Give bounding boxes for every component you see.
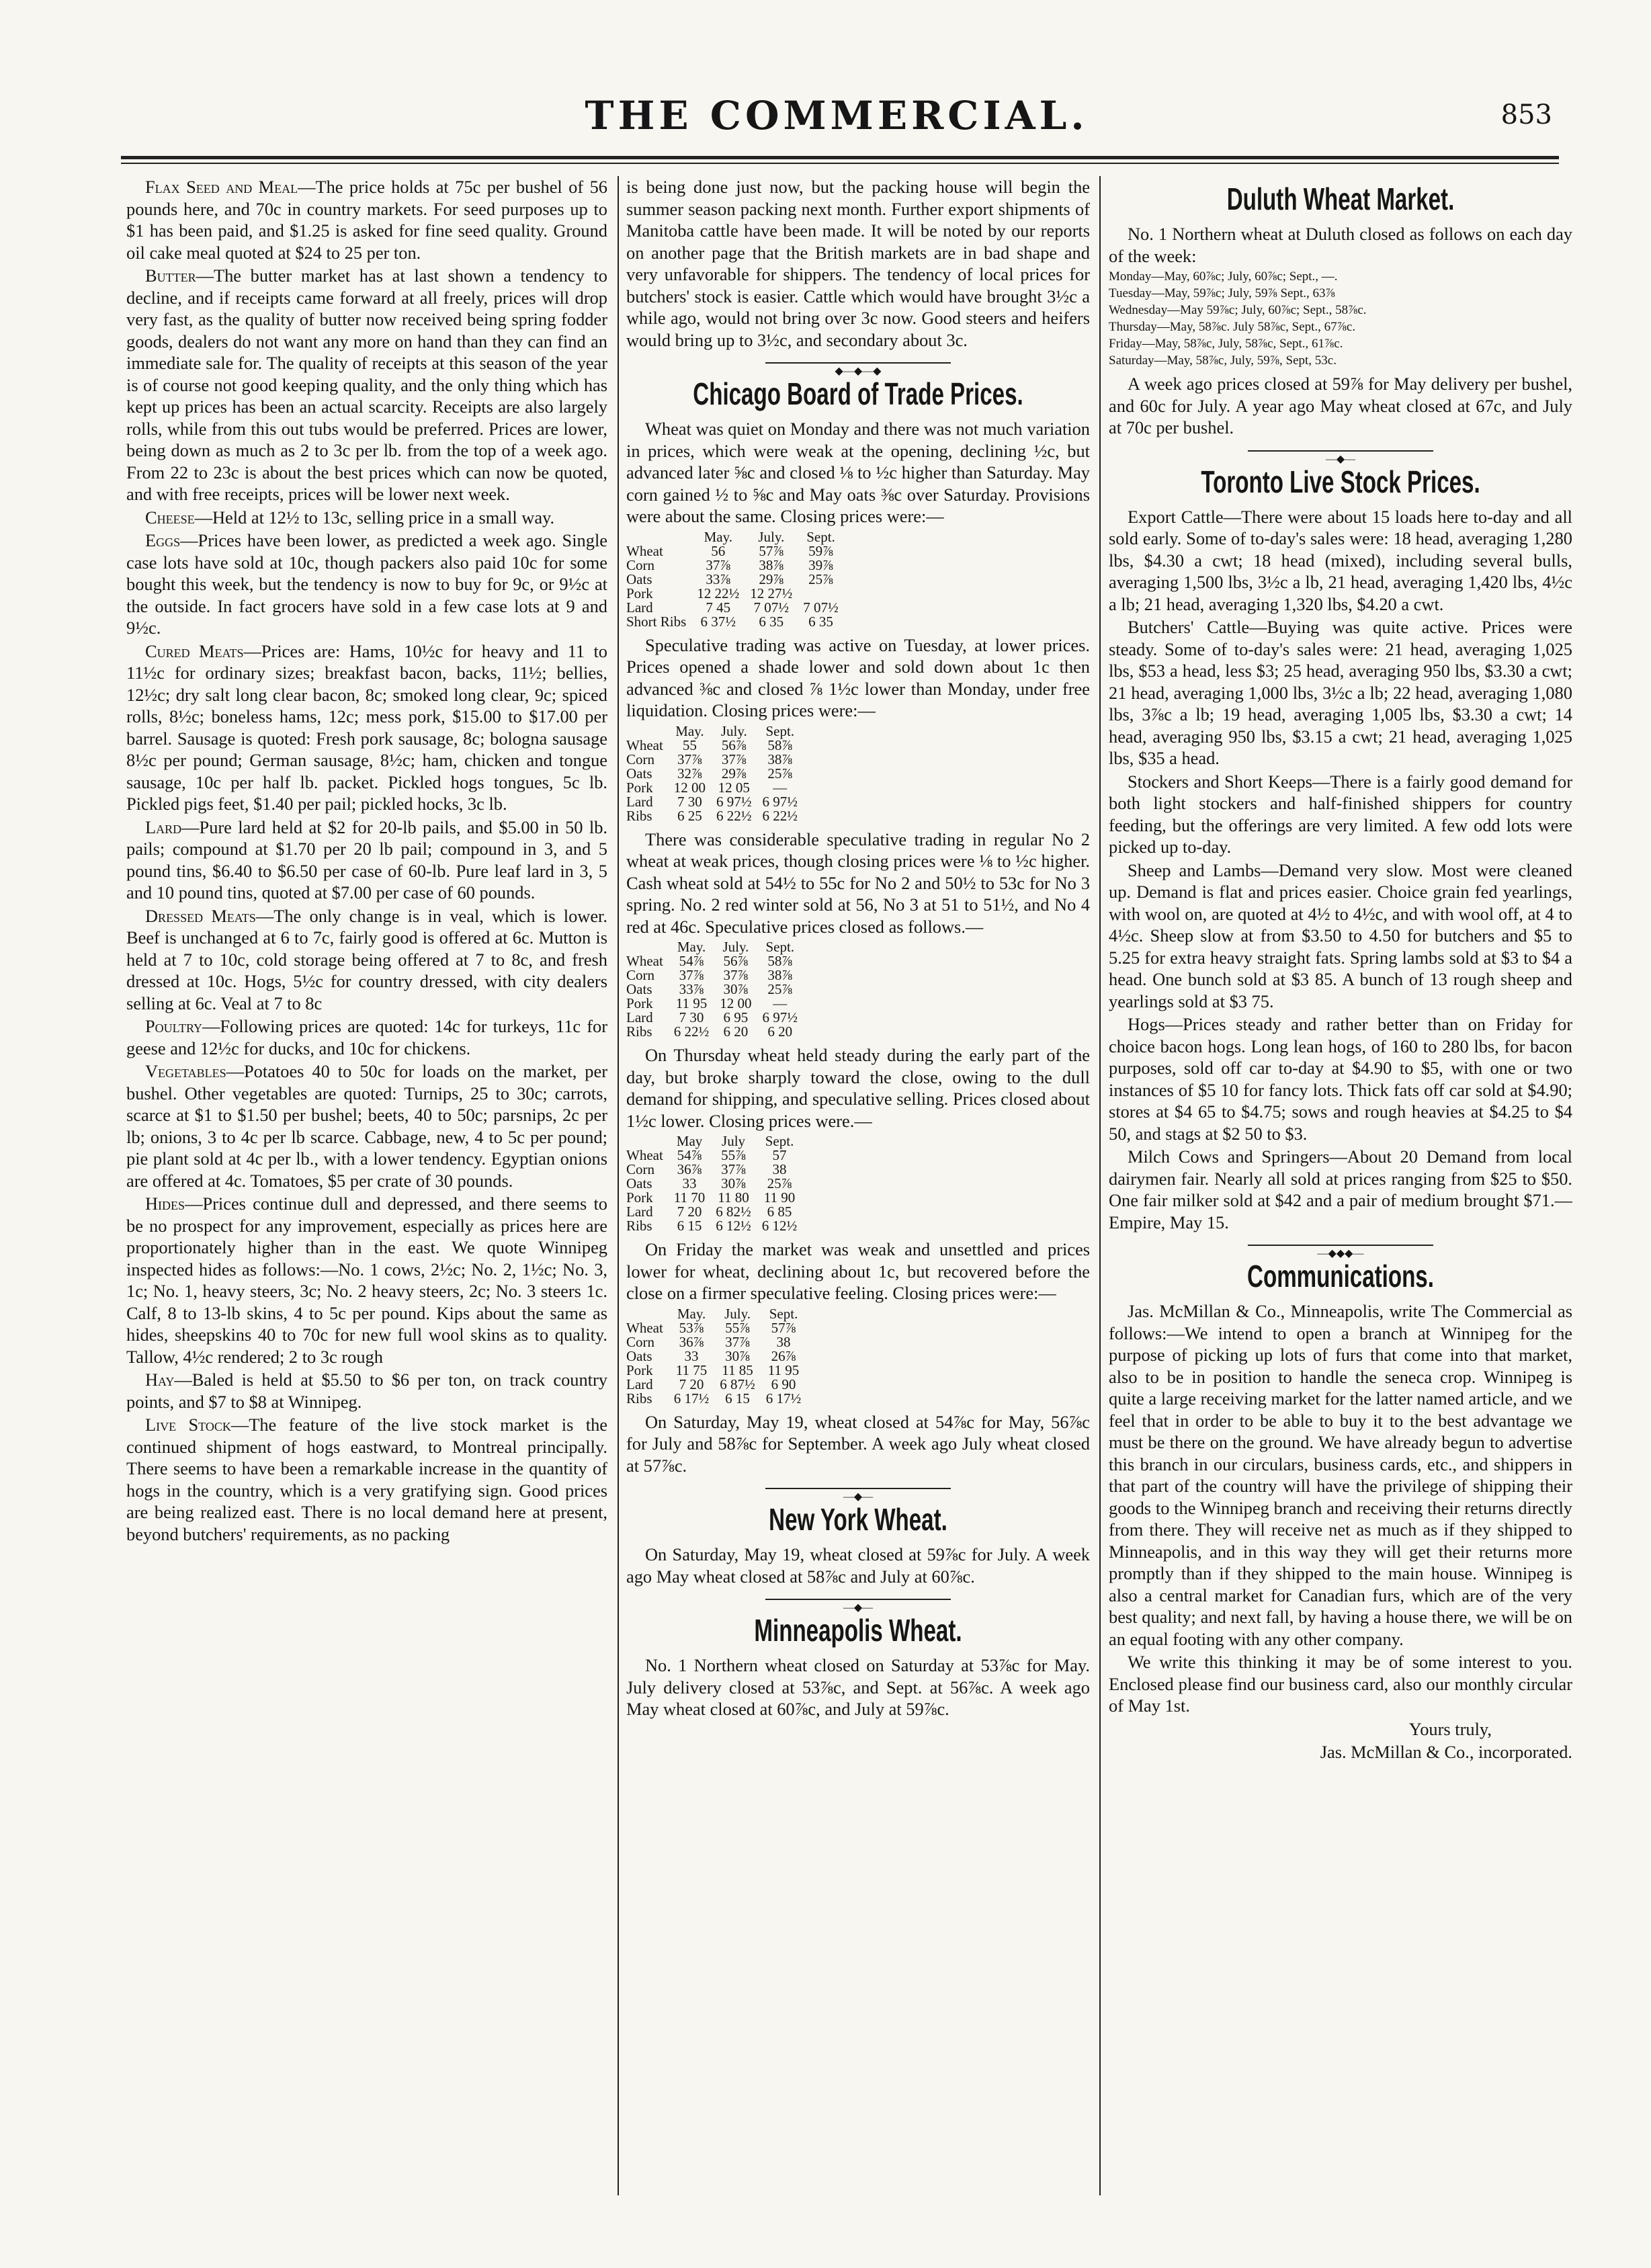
price-cell: 6 85: [767, 1204, 792, 1220]
duluth-day-list: [1109, 268, 1572, 369]
table-row: [626, 1148, 802, 1163]
commodity-label: Pork: [626, 585, 653, 601]
minneapolis-text: No. 1 Northern wheat closed on Saturday at 53⅞c for May. July delivery closed at 53⅞c, and Sept. at 56⅞c. A week ago May wheat closed at 60⅞c, and July at 59⅞c.: [626, 1655, 1090, 1719]
commodity-label: Wheat: [626, 953, 663, 969]
price-cell: 36⅞: [679, 1333, 704, 1350]
price-cell: 55⅞: [725, 1319, 750, 1336]
price-table-wednesday: [626, 940, 803, 1039]
price-cell: 11 95: [767, 1361, 800, 1378]
price-table-friday: [626, 1307, 806, 1406]
market-paragraph: [126, 176, 607, 263]
table-row: [626, 1378, 806, 1392]
price-cell: 6 15: [677, 1218, 702, 1234]
toronto-paragraph: Stockers and Short Keeps—There is a fairly good demand for both light stockers and half-finished shippers for country feeding, but the offerings are very limited. A few odd lots were picked up to-day.: [1109, 771, 1572, 857]
paragraph-lead: Butter: [145, 265, 196, 286]
table-header: Sept.: [765, 1133, 794, 1149]
table-header: May: [676, 1133, 703, 1149]
duluth-day: Wednesday—May 59⅞c; July, 60⅞c; Sept., 58⅞c.: [1109, 303, 1367, 317]
table-row: [626, 753, 803, 767]
table-row: [626, 587, 844, 601]
price-cell: 58⅞: [767, 953, 793, 969]
table-row: [626, 601, 844, 615]
commodity-label: Short Ribs: [626, 613, 687, 630]
ornament-divider: —◆—: [626, 1483, 1090, 1494]
price-cell: 25⅞: [808, 571, 833, 587]
toronto-paragraph: Butchers' Cattle—Buying was quite active. Prices were steady. Some of to-day's sales were: 21 head, averaging 1,025 lbs, $53 a head, less $3; 25 head, averaging 950 lbs, $3.30 a cwt; 21 head, averaging 1,000 lbs, 3½c a lb; 22 head, averaging 1,080 lbs, 3⅞c a lb; 19 head, averaging 1,005 lbs, $3.30 a cwt; 14 head, averaging 950 lbs, $3.15 a cwt; 21 head, averaging 1,025 lbs, $35 a head.: [1109, 617, 1572, 768]
market-paragraph: [126, 1193, 607, 1368]
paragraph-lead: Poultry: [145, 1016, 203, 1036]
commodity-label: Ribs: [626, 807, 652, 824]
communication-paragraph: We write this thinking it may be of some interest to you. Enclosed please find our business card, also our monthly circular of May 1st.: [1109, 1652, 1572, 1716]
duluth-intro: No. 1 Northern wheat at Duluth closed as follows on each day of the week:: [1109, 224, 1572, 266]
price-cell: 7 20: [677, 1204, 702, 1220]
commodity-label: Wheat: [626, 1147, 663, 1163]
price-cell: 33⅞: [679, 981, 704, 997]
table-header-blank: [626, 1134, 669, 1148]
paragraph-body: —The butter market has at last shown a tendency to decline, and if receipts came forward at all freely, prices will drop very fast, as the quality of butter now received being spring fodder goods, dealers do not want any more on hand than they can find an immediate sale for. The quality of receipts at this season of the year is of course not good keeping quality, and the only thing which has kept up prices has been an actual scarcity. Receipts are also largely rolls, while from this out tubs would be preferred. Prices are lower, being down as much as 2 to 3c per lb. from the top of a week ago. From 22 to 23c is about the best prices which can now be quoted, and with free receipts, prices will be lower next week.: [126, 265, 607, 504]
price-cell: 55: [682, 737, 697, 753]
price-cell: 6 15: [725, 1390, 750, 1406]
table-header: July.: [758, 528, 785, 545]
commodity-label: Wheat: [626, 1319, 663, 1336]
table-header: Sept.: [769, 1305, 798, 1322]
ornament-divider: —◆—: [626, 1594, 1090, 1605]
price-cell: 26⅞: [771, 1347, 796, 1364]
price-cell: 37⅞: [721, 751, 747, 767]
paragraph-body: —Potatoes 40 to 50c for loads on the market, per bushel. Other vegetables are quoted: Turnips, 25 to 30c; carrots, scarce at $1 to $1.50 per bushel; beets, 40 to 50c; parsnips, 2c per lb; onions, 3 to 4c per lb scarce. Cabbage, new, 4 to 5c per pound; pie plant sold at 4c per lb., with a lower tendency. Egyptian onions are offered at 4c. Tomatoes, $5 per crate of 30 pounds.: [126, 1061, 607, 1191]
commodity-label: Corn: [626, 751, 654, 767]
commodity-label: Pork: [626, 1189, 653, 1206]
paragraph-lead: Vegetables: [145, 1061, 226, 1081]
commodity-label: Oats: [626, 1347, 652, 1364]
price-cell: 6 90: [771, 1376, 796, 1392]
price-cell: 12 00: [673, 779, 706, 796]
market-paragraph: [126, 530, 607, 639]
table-header: Sept.: [765, 939, 795, 955]
price-cell: 6 37½: [700, 613, 736, 630]
toronto-paragraph: Milch Cows and Springers—About 20 Demand from local dairymen fair. Nearly all sold at prices ranging from $25 to $50. One fair milker sold at $42 and a pair of medium brought $71.—Empire, May 15.: [1109, 1146, 1572, 1232]
table-row: [626, 1163, 802, 1177]
price-cell: 11 90: [763, 1189, 796, 1206]
price-cell: 56⅞: [723, 953, 749, 969]
price-cell: 55⅞: [721, 1147, 746, 1163]
masthead-rule-thin: [121, 163, 1559, 164]
table-row: [626, 1205, 802, 1219]
table-header: Sept.: [806, 528, 835, 545]
chicago-saturday: On Saturday, May 19, wheat closed at 54⅞c for May, 56⅞c for July and 58⅞c for September. A week ago July wheat closed at 57⅞c.: [626, 1411, 1090, 1476]
market-paragraph: [126, 1015, 607, 1059]
price-cell: 38⅞: [767, 751, 793, 767]
price-cell: 29⅞: [759, 571, 784, 587]
price-cell: 58⅞: [767, 737, 793, 753]
table-row: [626, 954, 803, 968]
price-cell: 6 22½: [673, 1023, 710, 1040]
price-cell: 6 20: [767, 1023, 793, 1040]
price-cell: 6 35: [808, 613, 833, 630]
price-cell: 7 07½: [753, 599, 790, 616]
column-rule-2: [1099, 176, 1101, 2195]
price-cell: 29⅞: [721, 765, 747, 782]
market-paragraph: [126, 265, 607, 505]
commodity-label: Pork: [626, 1361, 653, 1378]
table-header-blank: [626, 530, 691, 544]
paragraph-lead: Eggs: [145, 530, 181, 550]
commodity-label: Pork: [626, 995, 653, 1011]
live-stock-continued: is being done just now, but the packing house will begin the summer season packing next month. Further export shipments of Manitoba cattle have been made. It will be noted by our reports on another page that the British markets are in bad shape and very unfavorable for shippers. The tendency of local prices for butchers' stock is easier. Cattle which would have brought 3½c a while ago, would not bring over 3c now. Good steers and heifers would bring up to 3½c, and secondary about 3c.: [626, 177, 1090, 350]
column-1: [126, 176, 607, 2199]
price-cell: 11 70: [673, 1189, 706, 1206]
commodity-label: Pork: [626, 779, 653, 796]
paragraph-lead: Flax Seed and Meal: [145, 177, 298, 197]
masthead-rule: [121, 156, 1559, 159]
price-cell: 6 97½: [762, 1009, 798, 1025]
market-paragraph: [126, 1414, 607, 1545]
price-cell: 25⅞: [767, 765, 793, 782]
commodity-label: Oats: [626, 981, 652, 997]
section-heading-chicago: Chicago Board of Trade Prices.: [693, 376, 1023, 411]
paragraph-body: —Prices continue dull and depressed, and there seems to be no prospect for any improvement, especially as prices here are proportionately higher than in the east. We quote Winnipeg inspected hides as follows:—No. 1 cows, 2½c; No. 2, 1½c; No. 3, 1c; No. 1, heavy steers, 3c; No. 2 heavy steers, 2c; No. 3 steers 1c. Calf, 8 to 13-lb skins, 4 to 5c per pound. Kips about the same as hides, sheepskins 40 to 70c for new full wool skins as to quality. Tallow, 4½c rendered; 2 to 3c rough: [126, 1193, 607, 1367]
table-row: [626, 1392, 806, 1406]
ornament-divider: —◆◆◆—: [1109, 1240, 1572, 1251]
price-cell: 6 35: [759, 613, 784, 630]
price-cell: 6 17½: [673, 1390, 710, 1406]
price-cell: 57⅞: [771, 1319, 796, 1336]
paragraph-body: —The only change is in veal, which is lower. Beef is unchanged at 6 to 7c, fairly good is offered at 6c. Mutton is held at 7 to 10c, cold storage being offered at 7 to 8c, and fresh dressed at 10c. Hogs, 5½c for country dressed, with city dealers selling at 6c. Veal at 7 to 8c: [126, 905, 607, 1013]
price-cell: 7 20: [679, 1376, 704, 1392]
market-paragraph: [126, 1060, 607, 1191]
price-cell: 59⅞: [808, 542, 833, 559]
price-cell: 33: [684, 1347, 699, 1364]
price-cell: 11 80: [718, 1189, 749, 1206]
price-cell: 11 75: [675, 1361, 708, 1378]
price-cell: 12 27½: [750, 585, 793, 601]
duluth-day: Friday—May, 58⅞c, July, 58⅞c, Sept., 61⅞c.: [1109, 337, 1343, 351]
price-cell: 6 25: [677, 807, 702, 824]
price-cell: 30⅞: [725, 1347, 750, 1364]
price-cell: 37⅞: [725, 1333, 750, 1350]
column-3: [1109, 176, 1572, 2199]
chicago-monday: Wheat was quiet on Monday and there was not much variation in prices, which were weak at the opening, declining ½c, but advanced later ⅝c and closed ⅛ to ½c higher than Saturday. May corn gained ½ to ⅝c and May oats ⅜c over Saturday. Provisions were about the same. Closing prices were:—: [626, 419, 1090, 526]
duluth-day: Thursday—May, 58⅞c. July 58⅞c, Sept., 67⅞c.: [1109, 320, 1356, 334]
table-header: May.: [677, 939, 706, 955]
toronto-paragraph: Sheep and Lambs—Demand very slow. Most were cleaned up. Demand is flat and prices easier. Choice grain fed yearlings, with wool on, are quoted at 4½ to 4½c, and with wool off, at 4 to 4½c. Sheep slow at from $3.50 to 4.50 for butchers and $5 to 5.25 for extra heavy straight fats. Spring lambs sold at $3 to $4 a head. One bunch sold at $3 85. A bunch of 13 rough sheep and yearlings sold at $3 75.: [1109, 859, 1572, 1011]
duluth-day: Tuesday—May, 59⅞c; July, 59⅞ Sept., 63⅞: [1109, 286, 1335, 300]
commodity-label: Lard: [626, 793, 653, 810]
price-cell: 37⅞: [679, 967, 704, 983]
ornament-divider: —◆—: [1109, 446, 1572, 456]
column-2: [626, 176, 1090, 2199]
table-row: [626, 544, 844, 558]
paragraph-body: —The feature of the live stock market is the continued shipment of hogs eastward, to Montreal principally. There seems to have been a remarkable increase in the quantity of hogs in the country, which is a very gratifying sign. Good prices are being realized east. There is no local demand here at present, beyond butchers' requirements, as no packing: [126, 1415, 607, 1544]
price-cell: —: [773, 779, 788, 796]
duluth-text: A week ago prices closed at 59⅞ for May delivery per bushel, and 60c for July. A year ago May wheat closed at 67c, and July at 70c per bushel.: [1109, 374, 1572, 437]
commodity-label: Wheat: [626, 542, 663, 559]
price-cell: 37⅞: [723, 967, 749, 983]
table-row: [626, 1349, 806, 1363]
chicago-tuesday: Speculative trading was active on Tuesday, at lower prices. Prices opened a shade lower and sold down about 1c then advanced ⅜c and closed ⅞ 1½c lower than Monday, under free liquidation. Closing prices were:—: [626, 634, 1090, 720]
section-heading-minneapolis: Minneapolis Wheat.: [754, 1613, 962, 1648]
price-cell: 6 97½: [716, 793, 752, 810]
price-cell: 6 87½: [720, 1376, 755, 1392]
table-header: July.: [724, 1305, 751, 1322]
toronto-paragraph: Export Cattle—There were about 15 loads here to-day and all sold early. Some of to-day's sales were: 18 head, averaging 1,280 lbs, $4.30 a cwt; 18 head (mixed), including several bulls, averaging 1,500 lbs, 3½c a lb, 21 head, averaging 1,420 lbs, 4½c a lb; 21 head, averaging 1,320 lbs, $4.20 a cwt.: [1109, 506, 1572, 614]
signature: Jas. McMillan & Co., incorporated.: [1320, 1742, 1572, 1762]
table-row: [626, 573, 844, 587]
commodity-label: Ribs: [626, 1023, 652, 1040]
paragraph-body: —Pure lard held at $2 for 20-lb pails, and $5.00 in 50 lb. pails; compound at $1.70 per 20 lb pail; compound in 3, and 5 pound tins, $6.40 to $6.50 per case of 60-lb. Pure leaf lard in 3, 5 and 10 pound tins, quoted at $7.00 per case of 60 pounds.: [126, 816, 607, 902]
price-cell: 6 97½: [762, 793, 798, 810]
price-cell: 56⅞: [721, 737, 747, 753]
price-cell: 7 07½: [803, 599, 839, 616]
paragraph-lead: Hay: [145, 1370, 175, 1390]
price-cell: 38⅞: [759, 556, 784, 573]
paragraph-body: —Held at 12½ to 13c, selling price in a small way.: [194, 507, 555, 528]
commodity-label: Oats: [626, 765, 652, 782]
closing: Yours truly,: [1408, 1718, 1492, 1739]
price-cell: 36⅞: [677, 1161, 702, 1177]
price-cell: 25⅞: [767, 1175, 792, 1191]
commodity-label: Corn: [626, 1161, 654, 1177]
paragraph-body: —Following prices are quoted: 14c for turkeys, 11c for geese and 12½c for ducks, and 10c for chickens.: [126, 1016, 607, 1058]
table-row: [626, 1335, 806, 1349]
commodity-label: Lard: [626, 1204, 653, 1220]
section-heading-communications: Communications.: [1247, 1259, 1434, 1294]
section-heading-duluth: Duluth Wheat Market.: [1226, 181, 1455, 216]
table-row: [626, 982, 803, 997]
price-cell: 6 12½: [716, 1218, 751, 1234]
table-header-blank: [626, 1307, 669, 1321]
commodity-label: Corn: [626, 556, 654, 573]
table-row: [626, 1321, 806, 1335]
paragraph-lead: Cheese: [145, 507, 195, 528]
column-rule-1: [618, 176, 619, 2195]
price-cell: 7 30: [679, 1009, 704, 1025]
price-cell: 39⅞: [808, 556, 833, 573]
price-cell: 57⅞: [759, 542, 784, 559]
table-header: July.: [722, 939, 749, 955]
table-row: [626, 558, 844, 573]
commodity-label: Wheat: [626, 737, 663, 753]
table-row: [626, 997, 803, 1011]
price-cell: 6 12½: [761, 1218, 798, 1234]
table-header: Sept.: [765, 722, 795, 739]
commodity-label: Corn: [626, 967, 654, 983]
chicago-thursday: On Thursday wheat held steady during the early part of the day, but broke sharply toward the close, owing to the dull demand for shipping, and speculative selling. Prices closed about 1½c lower. Closing prices were.—: [626, 1045, 1090, 1131]
table-header: May.: [704, 528, 732, 545]
newspaper-title: THE COMMERCIAL.: [585, 93, 1089, 138]
price-cell: 6 82½: [716, 1204, 751, 1220]
paragraph-lead: Lard: [145, 816, 182, 837]
price-cell: 30⅞: [721, 1175, 746, 1191]
paragraph-body: —Prices have been lower, as predicted a week ago. Single case lots have sold at 10c, though packers also paid 10c for some bought this week, but the tendency is now to buy for 9c, or 9½c at the outside. In fact grocers have sold in a few case lots at 9 and 9½c.: [126, 530, 607, 638]
commodity-label: Lard: [626, 599, 653, 616]
table-row: [626, 1025, 803, 1039]
price-cell: 6 20: [723, 1023, 749, 1040]
market-paragraph: [126, 816, 607, 904]
market-paragraph: [126, 1369, 607, 1413]
section-heading-new-york: New York Wheat.: [769, 1502, 947, 1537]
price-cell: 54⅞: [679, 953, 704, 969]
commodity-label: Ribs: [626, 1218, 652, 1234]
market-paragraph: [126, 905, 607, 1015]
table-row: [626, 1177, 802, 1191]
commodity-label: Ribs: [626, 1390, 652, 1406]
price-cell: 12 05: [718, 779, 750, 796]
price-table-monday: [626, 530, 844, 629]
commodity-label: Corn: [626, 1333, 654, 1350]
price-cell: 11 85: [722, 1361, 753, 1378]
table-row: [626, 767, 803, 781]
price-cell: 57: [772, 1147, 787, 1163]
price-cell: 53⅞: [679, 1319, 704, 1336]
price-cell: 56: [711, 542, 726, 559]
table-header-blank: [626, 724, 669, 739]
price-cell: [798, 587, 844, 601]
price-cell: 33: [682, 1175, 697, 1191]
price-cell: 30⅞: [723, 981, 749, 997]
table-row: [626, 1219, 802, 1233]
price-cell: 12 00: [720, 995, 752, 1011]
paragraph-lead: Hides: [145, 1193, 185, 1214]
price-cell: 32⅞: [677, 765, 702, 782]
table-header: May.: [675, 722, 704, 739]
price-cell: 6 22½: [716, 807, 752, 824]
commodity-label: Oats: [626, 571, 652, 587]
commodity-label: Lard: [626, 1009, 653, 1025]
price-table-tuesday: [626, 724, 803, 823]
price-cell: 6 17½: [765, 1390, 802, 1406]
paragraph-body: —Baled is held at $5.50 to $6 per ton, on track country points, and $7 to $8 at Winnipeg.: [126, 1370, 607, 1412]
price-cell: 6 95: [723, 1009, 749, 1025]
duluth-day: Monday—May, 60⅞c; July, 60⅞c; Sept., —.: [1109, 269, 1338, 284]
table-row: [626, 1191, 802, 1205]
price-cell: 37⅞: [677, 751, 702, 767]
table-header: May.: [677, 1305, 706, 1322]
table-row: [626, 795, 803, 809]
ornament-divider: ◆—◆—◆: [626, 358, 1090, 368]
price-cell: 38⅞: [767, 967, 793, 983]
page-number: 853: [1500, 99, 1552, 130]
price-cell: 25⅞: [767, 981, 793, 997]
table-row: [626, 739, 803, 753]
price-cell: 12 22½: [697, 585, 740, 601]
market-paragraph: [126, 507, 607, 529]
market-paragraph: [126, 640, 607, 815]
price-cell: 37⅞: [721, 1161, 746, 1177]
table-header: July.: [720, 722, 747, 739]
masthead: [114, 81, 1559, 148]
price-cell: 6 22½: [762, 807, 798, 824]
price-cell: 54⅞: [677, 1147, 702, 1163]
section-heading-toronto: Toronto Live Stock Prices.: [1201, 464, 1480, 499]
price-table-thursday: [626, 1134, 802, 1233]
new-york-text: On Saturday, May 19, wheat closed at 59⅞c for July. A week ago May wheat closed at 58⅞c and July at 60⅞c.: [626, 1544, 1090, 1587]
table-row: [626, 1011, 803, 1025]
duluth-day: Saturday—May, 58⅞c, July, 59⅞, Sept, 53c.: [1109, 353, 1337, 368]
table-header: July: [722, 1133, 746, 1149]
chicago-wednesday: There was considerable speculative trading in regular No 2 wheat at weak prices, though closing prices were ⅛ to ½c higher. Cash wheat sold at 54½ to 55c for No 2 and 50½ to 53c for No 3 spring. No. 2 red winter sold at 56, No 3 at 51 to 51½, and No 4 red at 46c. Speculative prices closed as follows.—: [626, 829, 1090, 937]
paragraph-body: —The price holds at 75c per bushel of 56 pounds here, and 70c in country markets. For seed purposes up to $1 has been paid, and $1.25 is asked for fine seed quality. Ground oil cake meal quoted at $24 to 25 per ton.: [126, 177, 607, 263]
paragraph-body: —Prices are: Hams, 10½c for heavy and 11 to 11½c for ordinary sizes; breakfast bacon, backs, 11½; bellies, 12½c; dry salt long clear bacon, 8c; smoked long clear, 9c; spiced rolls, 8½c; boneless hams, 12c; mess pork, $15.00 to $17.00 per barrel. Sausage is quoted: Fresh pork sausage, 8c; bologna sausage 8½c per pound; German sausage, 8½c; ham, chicken and tongue sausage, 10c per half lb. packet. Pickled hogs tongues, 5c lb. Pickled pigs feet, $1.40 per pail; pickled hocks, 3c lb.: [126, 640, 607, 814]
communication-paragraph: Jas. McMillan & Co., Minneapolis, write The Commercial as follows:—We intend to open a branch at Winnipeg for the purpose of picking up lots of furs that come into that market, also to be in position to handle the seneca crop. Winnipeg is quite a large receiving market for the latter named article, and we feel that in order to be able to buy it to the best advantage we must be there on the ground. We have already begun to advertise this branch in our circulars, business cards, etc., and shippers in that part of the country will have the privilege of shipping their goods to the Winnipeg branch and receiving their returns directly from there. They will receive net as much as if they shipped to Minneapolis, and in this way they will get their returns more promptly than if they shipped to the main house. Winnipeg is also a central market for Canadian furs, which are of the very best quality; and next fall, by having a house there, we will be on an equal footing with any other company.: [1109, 1301, 1572, 1649]
table-header-blank: [626, 940, 669, 954]
table-row: [626, 781, 803, 795]
price-cell: 38: [776, 1333, 791, 1350]
commodity-label: Lard: [626, 1376, 653, 1392]
chicago-friday: On Friday the market was weak and unsettled and prices lower for wheat, declining about 1c, but recovered before the close on a firmer speculative feeling. Closing prices were:—: [626, 1239, 1090, 1303]
price-cell: 38: [772, 1161, 787, 1177]
price-cell: 11 95: [675, 995, 708, 1011]
price-cell: 37⅞: [706, 556, 731, 573]
price-cell: 33⅞: [706, 571, 731, 587]
commodity-label: Oats: [626, 1175, 652, 1191]
paragraph-lead: Cured Meats: [145, 640, 244, 661]
paragraph-lead: Live Stock: [145, 1415, 231, 1435]
price-cell: —: [773, 995, 788, 1011]
toronto-paragraph: Hogs—Prices steady and rather better than on Friday for choice bacon hogs. Long lean hogs, of 160 to 280 lbs, for bacon purposes, sold off car to-day at $4.90 to $5, with one or two instances of $5 10 for fancy lots. Thick fats off car sold at $4.90; stores at $4 65 to $4.75; sows and rough heavies at $4.25 to $4 50, and stags at $2 50 to $3.: [1109, 1014, 1572, 1144]
table-row: [626, 809, 803, 823]
table-row: [626, 968, 803, 982]
price-cell: 7 45: [706, 599, 731, 616]
price-cell: 7 30: [677, 793, 702, 810]
table-row: [626, 615, 844, 629]
table-row: [626, 1363, 806, 1378]
paragraph-lead: Dressed Meats: [145, 905, 256, 926]
